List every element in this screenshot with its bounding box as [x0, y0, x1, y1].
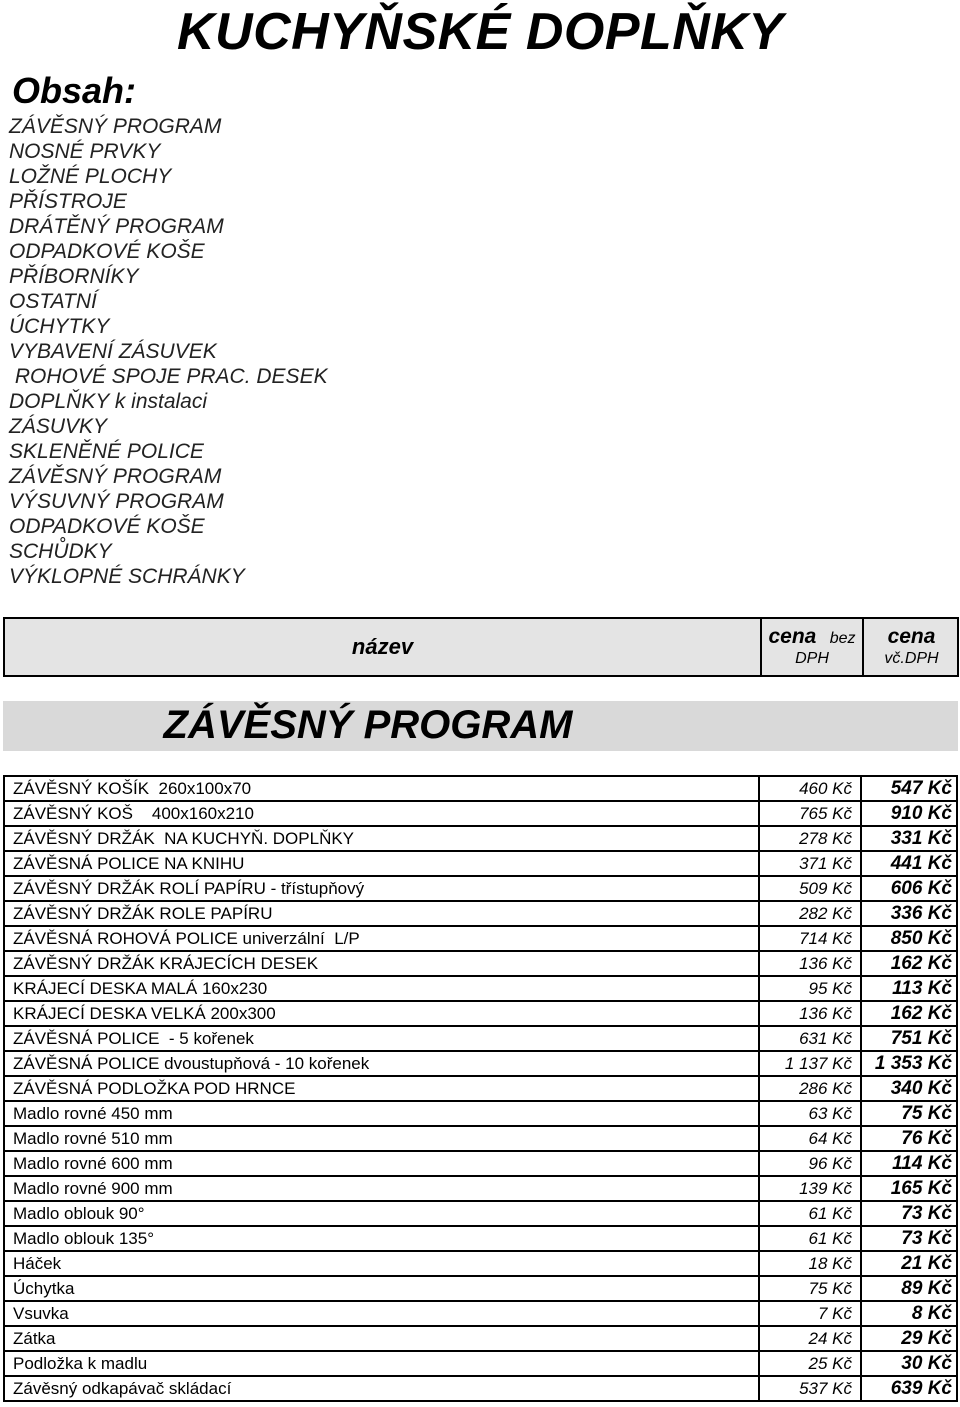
- product-name: ZÁVĚSNÁ PODLOŽKA POD HRNCE: [13, 1079, 296, 1098]
- price-incl-vat: 73 Kč: [860, 1227, 956, 1250]
- price-incl-vat: 547 Kč: [860, 777, 956, 800]
- price-incl-vat: 340 Kč: [860, 1077, 956, 1100]
- table-row: [5, 1000, 956, 1025]
- table-row: [5, 1375, 956, 1400]
- price-incl-vat: 30 Kč: [860, 1352, 956, 1375]
- price-incl-vat: 1 353 Kč: [860, 1052, 956, 1075]
- product-name: Madlo rovné 600 mm: [13, 1154, 173, 1173]
- price-table-body: [3, 775, 958, 1402]
- product-name: ZÁVĚSNÝ DRŽÁK ROLÍ PAPÍRU - třístupňový: [13, 879, 365, 898]
- price-excl-vat: 61 Kč: [758, 1202, 858, 1225]
- table-row: [5, 875, 956, 900]
- price-excl-vat: 75 Kč: [758, 1277, 858, 1300]
- price-incl-vat: 114 Kč: [860, 1152, 956, 1175]
- price-incl-vat: 606 Kč: [860, 877, 956, 900]
- price-excl-vat: 631 Kč: [758, 1027, 858, 1050]
- product-name: Podložka k madlu: [13, 1354, 148, 1373]
- price-excl-bez: bez: [829, 630, 856, 647]
- price-incl-vat: 21 Kč: [860, 1252, 956, 1275]
- table-row: [5, 1325, 956, 1350]
- product-name: ZÁVĚSNÝ KOŠÍK 260x100x70: [13, 779, 252, 798]
- price-excl-vat: 136 Kč: [758, 1002, 858, 1025]
- toc-item[interactable]: ZÁSUVKY: [9, 415, 108, 438]
- price-excl-vat: 714 Kč: [758, 927, 858, 950]
- toc-item[interactable]: LOŽNÉ PLOCHY: [9, 165, 172, 188]
- price-excl-label: cena: [768, 625, 817, 648]
- toc-item[interactable]: ZÁVĚSNÝ PROGRAM: [9, 465, 222, 488]
- section-title: ZÁVĚSNÝ PROGRAM: [163, 703, 573, 747]
- product-name: Madlo oblouk 90°: [13, 1204, 145, 1223]
- price-incl-dph: vč.DPH: [884, 650, 939, 667]
- product-name: ZÁVĚSNÁ POLICE dvoustupňová - 10 kořenek: [13, 1054, 370, 1073]
- product-name: KRÁJECÍ DESKA VELKÁ 200x300: [13, 1004, 276, 1023]
- price-incl-vat: 162 Kč: [860, 1002, 956, 1025]
- column-header-price-excl-vat: [760, 619, 862, 675]
- product-name: ZÁVĚSNÁ POLICE - 5 kořenek: [13, 1029, 254, 1048]
- price-excl-vat: 136 Kč: [758, 952, 858, 975]
- product-name: Madlo oblouk 135°: [13, 1229, 155, 1248]
- price-excl-vat: 61 Kč: [758, 1227, 858, 1250]
- table-row: [5, 1075, 956, 1100]
- table-row: [5, 1125, 956, 1150]
- price-excl-vat: 95 Kč: [758, 977, 858, 1000]
- price-excl-vat: 7 Kč: [758, 1302, 858, 1325]
- table-row: [5, 950, 956, 975]
- toc-item[interactable]: ROHOVÉ SPOJE PRAC. DESEK: [9, 365, 328, 388]
- column-header-price-incl-vat: [862, 619, 959, 675]
- price-excl-vat: 460 Kč: [758, 777, 858, 800]
- price-incl-vat: 910 Kč: [860, 802, 956, 825]
- toc-item[interactable]: ODPADKOVÉ KOŠE: [9, 240, 205, 263]
- price-excl-vat: 96 Kč: [758, 1152, 858, 1175]
- price-excl-vat: 18 Kč: [758, 1252, 858, 1275]
- table-row: [5, 1225, 956, 1250]
- product-name: Háček: [13, 1254, 62, 1273]
- price-excl-vat: 64 Kč: [758, 1127, 858, 1150]
- price-excl-vat: 278 Kč: [758, 827, 858, 850]
- table-row: [5, 1275, 956, 1300]
- price-excl-vat: 24 Kč: [758, 1327, 858, 1350]
- price-incl-vat: 441 Kč: [860, 852, 956, 875]
- price-incl-vat: 639 Kč: [860, 1377, 956, 1400]
- table-row: [5, 1050, 956, 1075]
- price-incl-vat: 162 Kč: [860, 952, 956, 975]
- price-incl-label: cena: [887, 625, 936, 648]
- product-name: ZÁVĚSNÁ POLICE NA KNIHU: [13, 854, 245, 873]
- section-band: [3, 701, 958, 751]
- product-name: ZÁVĚSNÝ DRŽÁK NA KUCHYŇ. DOPLŇKY: [13, 829, 355, 848]
- toc-item[interactable]: NOSNÉ PRVKY: [9, 140, 161, 163]
- product-name: Madlo rovné 450 mm: [13, 1104, 173, 1123]
- table-row: [5, 800, 956, 825]
- product-name: Závěsný odkapávač skládací: [13, 1379, 232, 1398]
- product-name: Zátka: [13, 1329, 56, 1348]
- price-incl-vat: 89 Kč: [860, 1277, 956, 1300]
- price-excl-vat: 25 Kč: [758, 1352, 858, 1375]
- toc-item[interactable]: SCHŮDKY: [9, 540, 112, 563]
- table-row: [5, 1250, 956, 1275]
- table-row: [5, 1200, 956, 1225]
- table-row: [5, 1150, 956, 1175]
- price-incl-vat: 751 Kč: [860, 1027, 956, 1050]
- product-name: KRÁJECÍ DESKA MALÁ 160x230: [13, 979, 268, 998]
- toc-item[interactable]: VÝKLOPNÉ SCHRÁNKY: [9, 565, 245, 588]
- price-excl-vat: 286 Kč: [758, 1077, 858, 1100]
- document-title: KUCHYŇSKÉ DOPLŇKY: [177, 3, 784, 61]
- price-incl-vat: 29 Kč: [860, 1327, 956, 1350]
- price-incl-vat: 113 Kč: [860, 977, 956, 1000]
- price-incl-vat: 336 Kč: [860, 902, 956, 925]
- price-excl-vat: 765 Kč: [758, 802, 858, 825]
- price-incl-vat: 850 Kč: [860, 927, 956, 950]
- price-table-header: [3, 617, 959, 677]
- table-row: [5, 1300, 956, 1325]
- price-excl-vat: 1 137 Kč: [758, 1052, 858, 1075]
- table-row: [5, 1025, 956, 1050]
- table-row: [5, 850, 956, 875]
- table-row: [5, 1175, 956, 1200]
- product-name: Madlo rovné 510 mm: [13, 1129, 173, 1148]
- product-name: ZÁVĚSNÝ DRŽÁK KRÁJECÍCH DESEK: [13, 954, 319, 973]
- table-row: [5, 925, 956, 950]
- price-excl-vat: 282 Kč: [758, 902, 858, 925]
- price-excl-vat: 63 Kč: [758, 1102, 858, 1125]
- price-incl-vat: 8 Kč: [860, 1302, 956, 1325]
- column-header-name: název: [351, 634, 414, 659]
- toc-item[interactable]: OSTATNÍ: [9, 290, 97, 313]
- product-name: ZÁVĚSNÝ KOŠ 400x160x210: [13, 804, 254, 823]
- table-row: [5, 775, 956, 800]
- product-name: ZÁVĚSNÝ DRŽÁK ROLE PAPÍRU: [13, 904, 273, 923]
- toc-item[interactable]: ODPADKOVÉ KOŠE: [9, 515, 205, 538]
- price-excl-dph: DPH: [795, 650, 829, 667]
- price-excl-vat: 537 Kč: [758, 1377, 858, 1400]
- price-excl-vat: 509 Kč: [758, 877, 858, 900]
- toc-item[interactable]: SKLENĚNÉ POLICE: [9, 440, 204, 463]
- toc-item[interactable]: DRÁTĚNÝ PROGRAM: [9, 215, 224, 238]
- table-of-contents: [9, 114, 328, 589]
- toc-item[interactable]: ÚCHYTKY: [9, 315, 110, 338]
- table-row: [5, 900, 956, 925]
- table-row: [5, 1350, 956, 1375]
- toc-item[interactable]: VÝSUVNÝ PROGRAM: [9, 490, 224, 513]
- product-name: ZÁVĚSNÁ ROHOVÁ POLICE univerzální L/P: [13, 929, 360, 948]
- toc-item[interactable]: ZÁVĚSNÝ PROGRAM: [9, 115, 222, 138]
- price-incl-vat: 76 Kč: [860, 1127, 956, 1150]
- price-excl-vat: 139 Kč: [758, 1177, 858, 1200]
- price-incl-vat: 165 Kč: [860, 1177, 956, 1200]
- price-incl-vat: 331 Kč: [860, 827, 956, 850]
- table-row: [5, 825, 956, 850]
- price-excl-vat: 371 Kč: [758, 852, 858, 875]
- table-row: [5, 975, 956, 1000]
- toc-item[interactable]: PŘÍSTROJE: [9, 190, 127, 213]
- toc-item[interactable]: VYBAVENÍ ZÁSUVEK: [9, 340, 217, 363]
- toc-item[interactable]: PŘÍBORNÍKY: [9, 265, 139, 288]
- table-row: [5, 1100, 956, 1125]
- product-name: Vsuvka: [13, 1304, 69, 1323]
- toc-item[interactable]: DOPLŇKY k instalaci: [9, 390, 208, 413]
- price-incl-vat: 75 Kč: [860, 1102, 956, 1125]
- toc-heading: Obsah:: [12, 70, 137, 111]
- price-incl-vat: 73 Kč: [860, 1202, 956, 1225]
- product-name: Úchytka: [13, 1279, 75, 1298]
- product-name: Madlo rovné 900 mm: [13, 1179, 173, 1198]
